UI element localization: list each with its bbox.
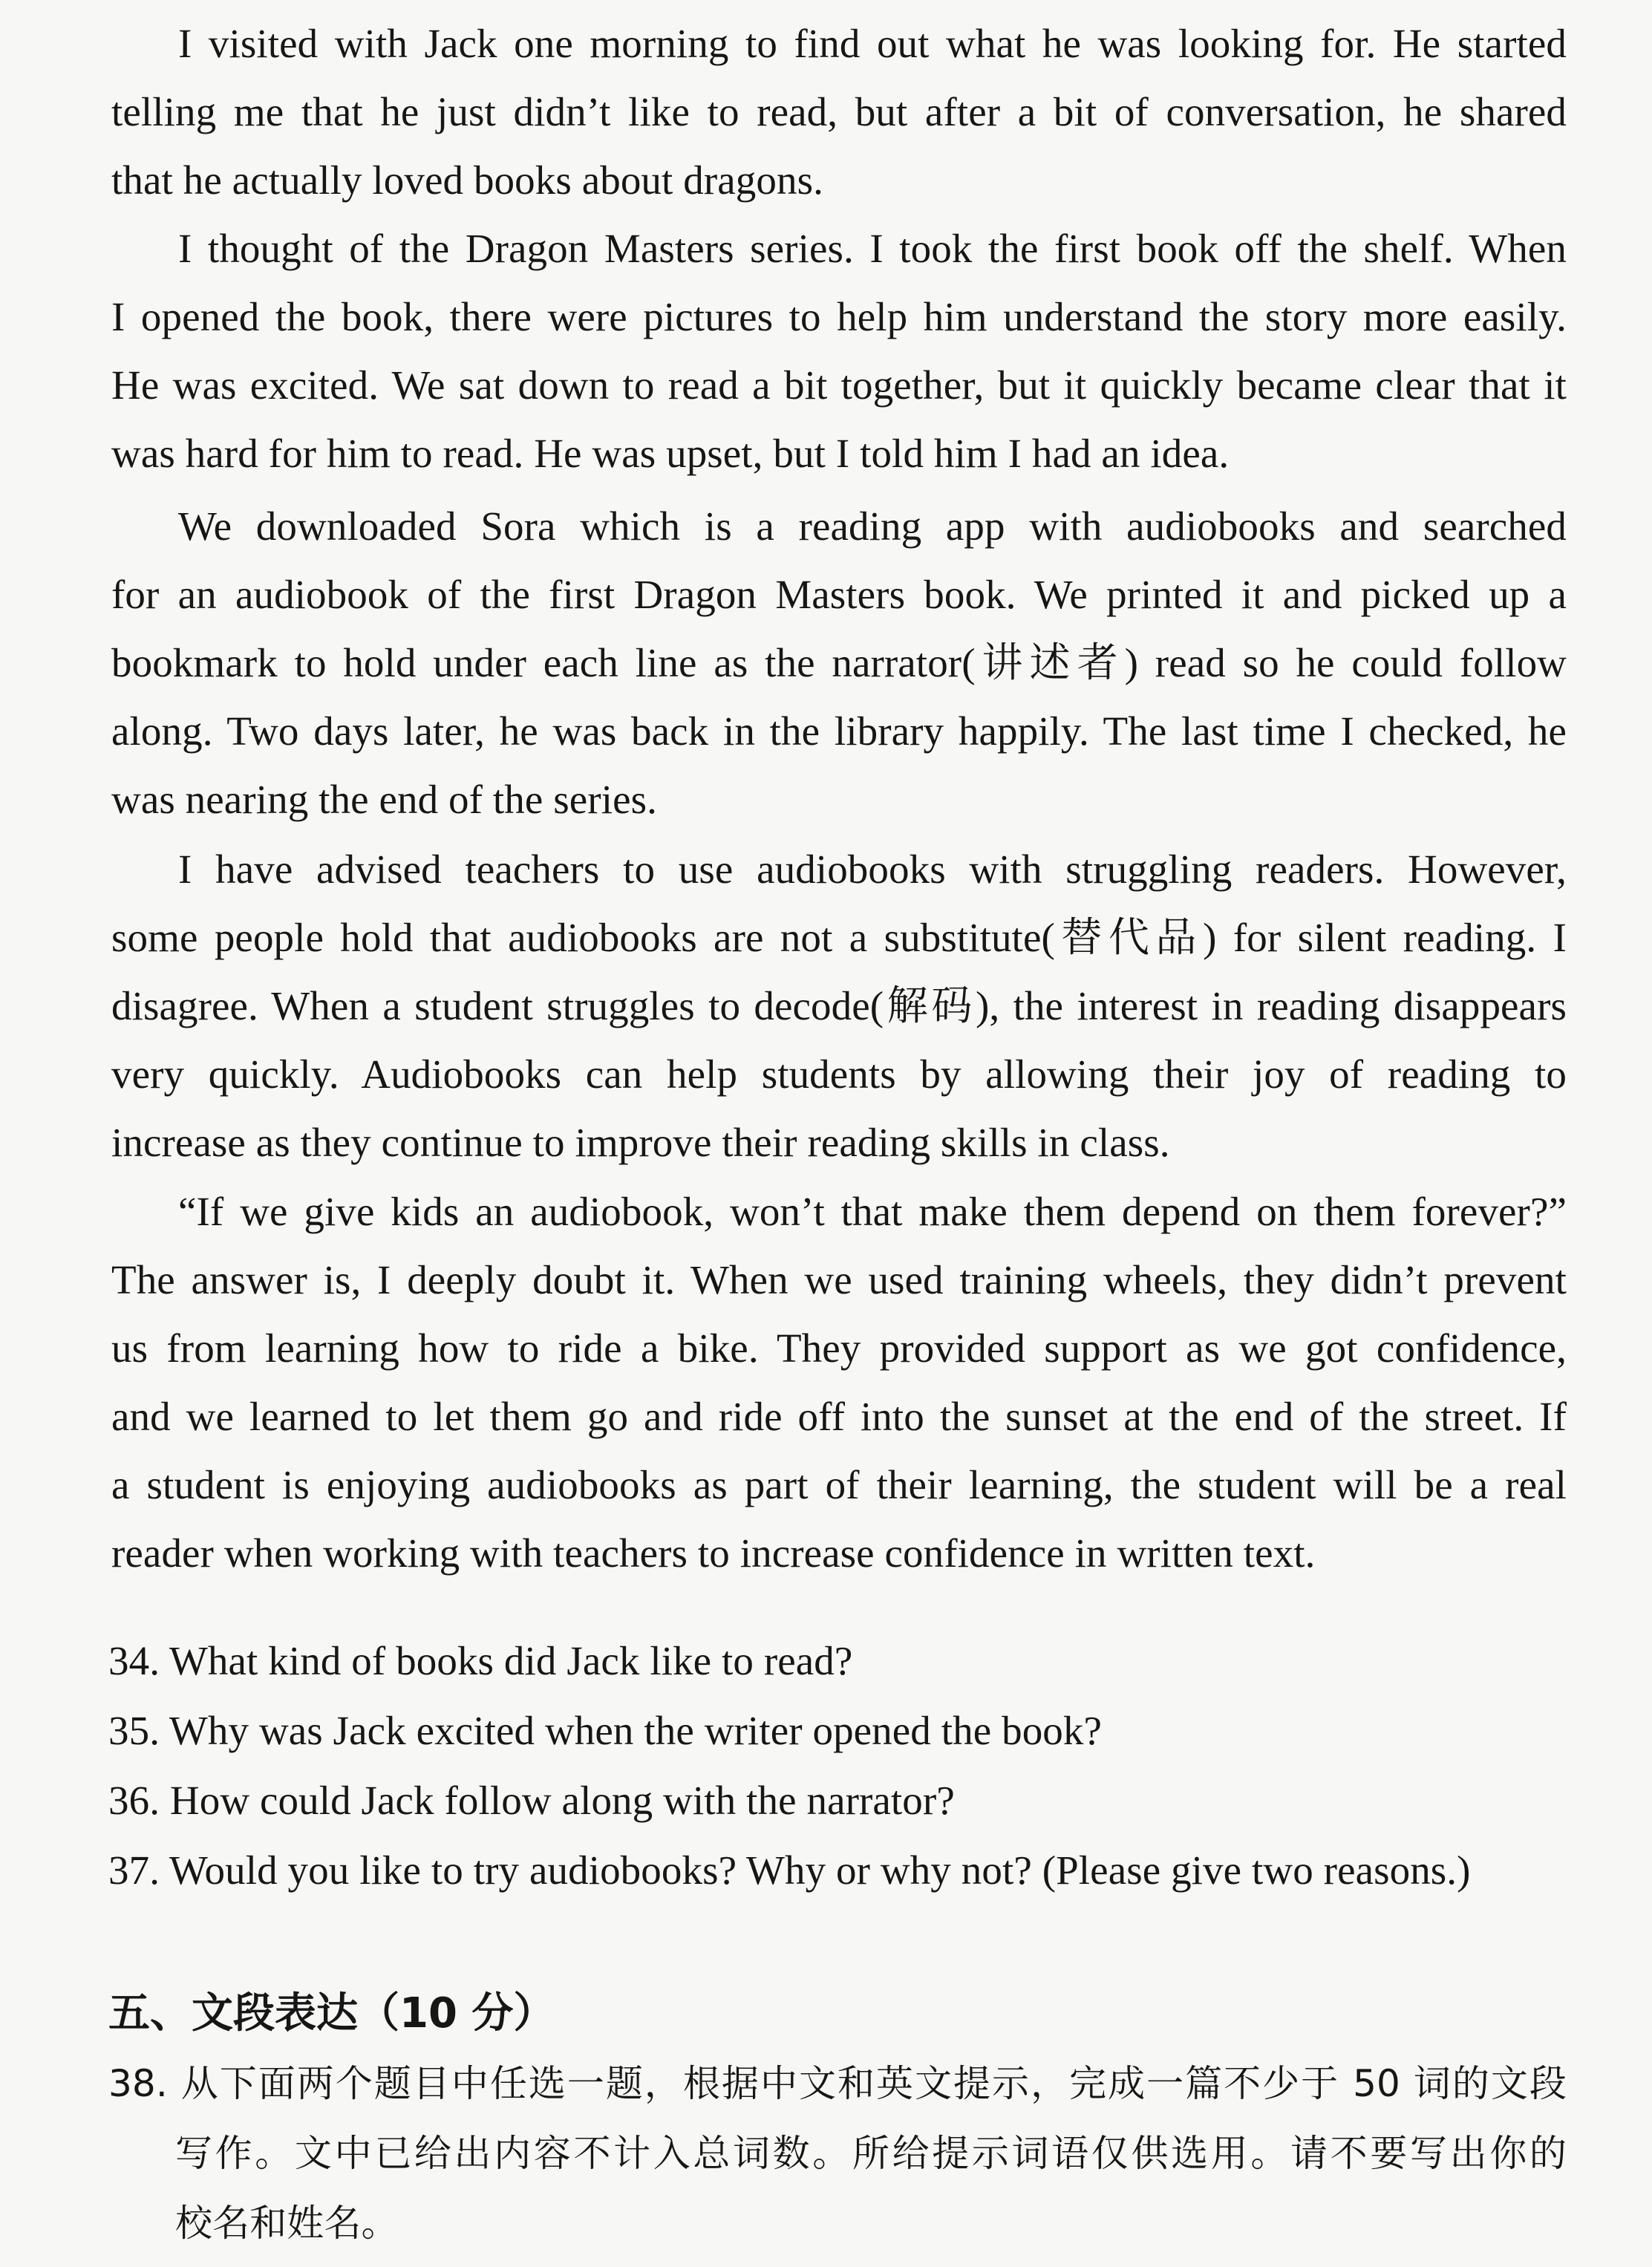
passage-p3-line-3: bookmark to hold under each line as the narrator(讲述者) read so he could follow bbox=[111, 640, 1567, 685]
passage-p3-line-4: along. Two days later, he was back in the library happily. The last time I checked, he bbox=[111, 708, 1567, 754]
passage-p5-line-5: a student is enjoying audiobooks as part of their learning, the student will be a real bbox=[111, 1462, 1567, 1507]
passage-p2-line-1: I thought of the Dragon Masters series. I took the first book off the shelf. When bbox=[178, 226, 1567, 271]
passage-p2-line-2: I opened the book, there were pictures to help him understand the story more easily. bbox=[111, 294, 1567, 339]
passage-p4-line-5: increase as they continue to improve their reading skills in class. bbox=[111, 1120, 1170, 1165]
passage-p5-line-3: us from learning how to ride a bike. They provided support as we got confidence, bbox=[111, 1325, 1567, 1371]
question-34: 34. What kind of books did Jack like to read? bbox=[108, 1638, 853, 1683]
passage-p3-line-1: We downloaded Sora which is a reading app with audiobooks and searched bbox=[178, 503, 1567, 549]
passage-p1-line-3: that he actually loved books about dragons. bbox=[111, 157, 823, 203]
passage-p5-line-6: reader when working with teachers to increase confidence in written text. bbox=[111, 1530, 1316, 1576]
passage-p4-line-1: I have advised teachers to use audiobooks with struggling readers. However, bbox=[178, 847, 1567, 892]
passage-p1-line-1: I visited with Jack one morning to find out what he was looking for. He started bbox=[178, 21, 1567, 66]
passage-p4-line-2: some people hold that audiobooks are not a substitute(替代品) for silent reading. I bbox=[111, 915, 1567, 960]
question-37: 37. Would you like to try audiobooks? Why or why not? (Please give two reasons.) bbox=[108, 1847, 1471, 1893]
passage-p2-line-3: He was excited. We sat down to read a bit together, but it quickly became clear that it bbox=[111, 362, 1567, 408]
question-36: 36. How could Jack follow along with the narrator? bbox=[108, 1778, 955, 1823]
question-38-line-2: 写作。文中已给出内容不计入总词数。所给提示词语仅供选用。请不要写出你的 bbox=[175, 2132, 1567, 2175]
passage-p3-line-5: was nearing the end of the series. bbox=[111, 777, 657, 822]
passage-p4-line-4: very quickly. Audiobooks can help students by allowing their joy of reading to bbox=[111, 1051, 1567, 1097]
passage-p5-line-4: and we learned to let them go and ride off into the sunset at the end of the street. If bbox=[111, 1394, 1567, 1439]
question-35: 35. Why was Jack excited when the writer opened the book? bbox=[108, 1708, 1102, 1753]
passage-p4-line-3: disagree. When a student struggles to decode(解码), the interest in reading disappears bbox=[111, 983, 1567, 1028]
passage-p1-line-2: telling me that he just didn’t like to read, but after a bit of conversation, he shared bbox=[111, 89, 1567, 134]
question-38-line-1: 38. 从下面两个题目中任选一题，根据中文和英文提示，完成一篇不少于 50 词的文段 bbox=[108, 2062, 1567, 2105]
passage-p5-line-1: “If we give kids an audiobook, won’t that make them depend on them forever?” bbox=[178, 1189, 1567, 1234]
passage-p5-line-2: The answer is, I deeply doubt it. When we used training wheels, they didn’t prevent bbox=[111, 1257, 1567, 1302]
passage-p3-line-2: for an audiobook of the first Dragon Masters book. We printed it and picked up a bbox=[111, 572, 1567, 617]
question-38-line-3: 校名和姓名。 bbox=[175, 2202, 399, 2245]
passage-p2-line-4: was hard for him to read. He was upset, but I told him I had an idea. bbox=[111, 431, 1230, 476]
section-heading: 五、文段表达（10 分） bbox=[108, 1989, 555, 2038]
